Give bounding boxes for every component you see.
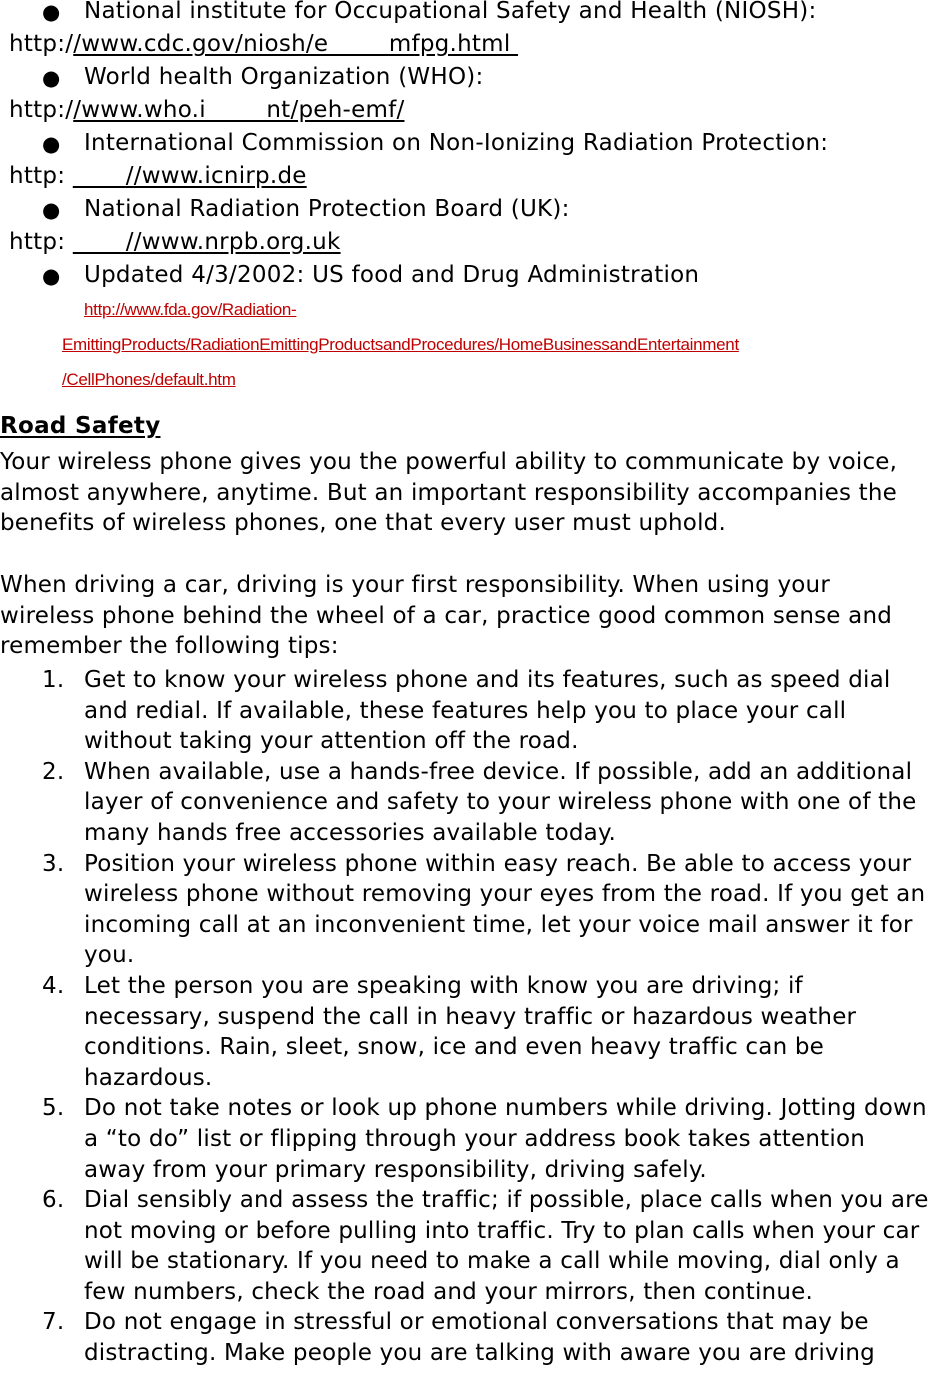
item-number: 6. bbox=[42, 1187, 65, 1214]
resource-url[interactable] bbox=[9, 227, 341, 257]
intro-paragraph: Your wireless phone gives you the powerful ability to communicate by voice, almost anywhere, anytime. But an important responsibility accompanies the benefits of wireless phones, one that every user must uphold. bbox=[0, 449, 898, 537]
item-number: 7. bbox=[42, 1309, 65, 1336]
item-number: 3. bbox=[42, 850, 65, 877]
resource-title: World health Organization (WHO): bbox=[84, 64, 484, 90]
bullet-icon: ● bbox=[42, 132, 61, 156]
item-text: Dial sensibly and assess the traffic; if possible, place calls when you are not moving or before pulling into traffic. Try to plan calls when your car will be stationary. If you need to make a call while moving, dial only a few numbers, check the road and your mirrors, then continue. bbox=[84, 1187, 929, 1305]
url-link[interactable]: /www.who.i nt/peh-emf/ bbox=[73, 97, 405, 123]
item-number: 5. bbox=[42, 1095, 65, 1122]
url-link[interactable]: //www.nrpb.org.uk bbox=[72, 229, 341, 255]
fda-url-line-1[interactable]: http://www.fda.gov/Radiation- bbox=[84, 300, 297, 319]
url-prefix: http: bbox=[9, 163, 73, 189]
resource-url[interactable] bbox=[9, 161, 307, 191]
list-item bbox=[0, 1185, 929, 1307]
bullet-icon: ● bbox=[42, 66, 61, 90]
list-item bbox=[0, 1093, 929, 1185]
url-prefix: http:/ bbox=[9, 31, 74, 57]
item-text: Let the person you are speaking with know you are driving; if necessary, suspend the call in heavy traffic or hazardous weather conditions. Rain, sleet, snow, ice and even heavy traffic can be hazardous. bbox=[84, 972, 857, 1091]
resource-url[interactable] bbox=[9, 29, 518, 59]
bullet-icon: ● bbox=[42, 198, 61, 222]
bullet-icon: ● bbox=[42, 264, 61, 288]
url-prefix: http: bbox=[9, 229, 73, 255]
item-number: 1. bbox=[42, 667, 65, 693]
list-item bbox=[0, 971, 929, 1093]
resource-title: National Radiation Protection Board (UK): bbox=[84, 196, 570, 222]
bullet-icon: ● bbox=[42, 0, 61, 24]
driving-paragraph: When driving a car, driving is your first responsibility. When using your wireless phone behind the wheel of a car, practice good common sense and remember the following tips: bbox=[0, 572, 893, 660]
resource-url[interactable] bbox=[9, 95, 404, 125]
item-text: Position your wireless phone within easy reach. Be able to access your wireless phone without removing your eyes from the road. If you get an incoming call at an inconvenient time, let your voice mail answer it for you. bbox=[84, 850, 926, 969]
fda-url-line-3[interactable]: /CellPhones/default.htm bbox=[62, 370, 236, 389]
resource-title: International Commission on Non-Ionizing Radiation Protection: bbox=[84, 130, 829, 156]
safety-tips-list bbox=[0, 665, 933, 1369]
item-text: Do not engage in stressful or emotional conversations that may be distracting. Make people you are talking with aware you are driving bbox=[84, 1309, 875, 1367]
item-text: Get to know your wireless phone and its features, such as speed dial and redial. If available, these features help you to place your call without taking your attention off the road. bbox=[84, 667, 891, 755]
item-text: Do not take notes or look up phone numbers while driving. Jotting down a “to do” list or flipping through your address book takes attention away from your primary responsibility, driving safely. bbox=[84, 1095, 927, 1183]
resource-title: Updated 4/3/2002: US food and Drug Administration bbox=[84, 262, 700, 288]
list-item bbox=[0, 1307, 929, 1368]
list-item bbox=[0, 757, 929, 849]
section-heading: Road Safety bbox=[0, 413, 161, 439]
url-link[interactable]: /www.cdc.gov/niosh/e mfpg.html bbox=[73, 31, 519, 57]
url-prefix: http:/ bbox=[9, 97, 74, 123]
list-item bbox=[0, 665, 929, 757]
url-link[interactable]: //www.icnirp.de bbox=[72, 163, 307, 189]
fda-url-line-2[interactable]: EmittingProducts/RadiationEmittingProductsandProcedures/HomeBusinessandEntertainment bbox=[62, 335, 739, 354]
resource-title: National institute for Occupational Safety and Health (NIOSH): bbox=[84, 0, 817, 24]
item-number: 4. bbox=[42, 972, 65, 999]
item-text: When available, use a hands-free device. If possible, add an additional layer of convenience and safety to your wireless phone with one of the many hands free accessories available today. bbox=[84, 758, 917, 846]
list-item bbox=[0, 849, 929, 971]
item-number: 2. bbox=[42, 758, 65, 785]
